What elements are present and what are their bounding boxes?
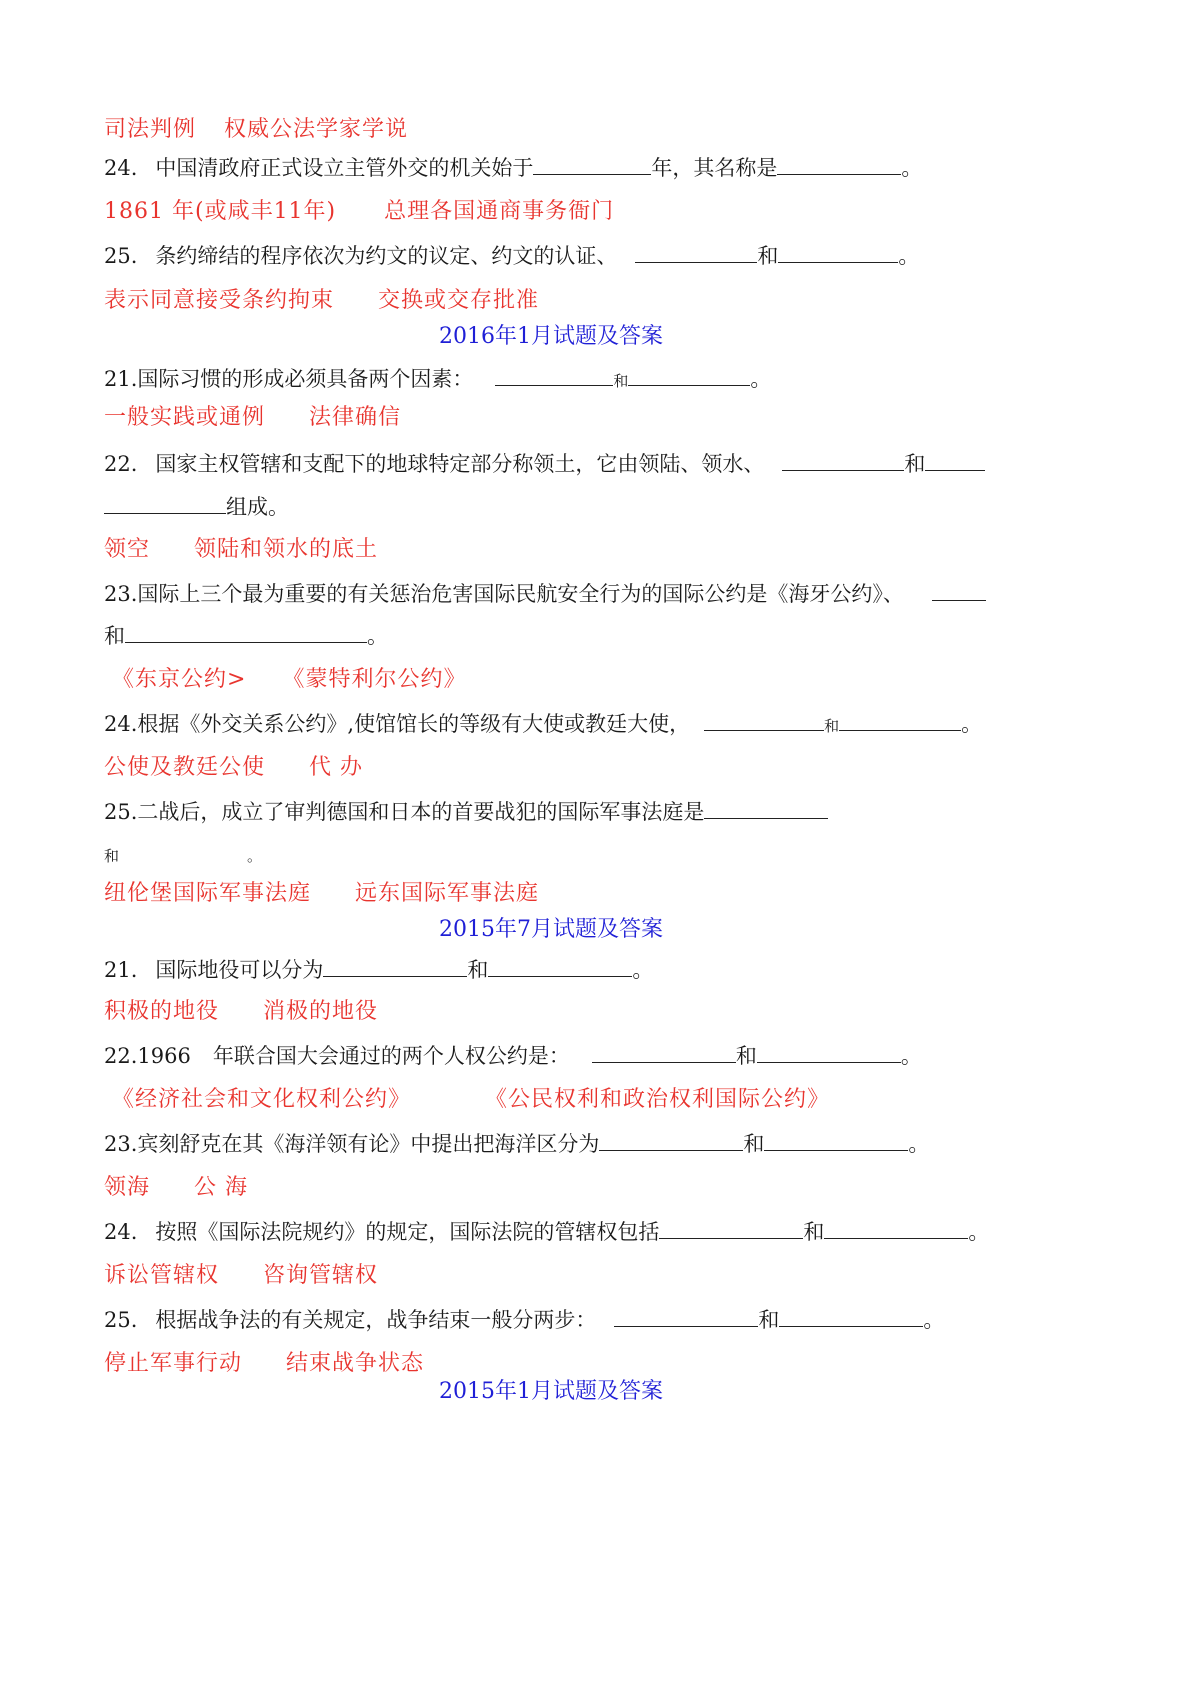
answer-blank[interactable] bbox=[533, 154, 651, 175]
answer-line: 一般实践或通例 法律确信 bbox=[104, 405, 402, 430]
answer-line: 1861 年(或咸丰11年) 总理各国通商事务衙门 bbox=[104, 199, 615, 224]
answer-line: 纽伦堡国际军事法庭 远东国际军事法庭 bbox=[104, 881, 540, 906]
answer-line: 领海 公 海 bbox=[104, 1175, 249, 1200]
answer-line: 停止军事行动 结束战争状态 bbox=[104, 1351, 425, 1376]
answer-blank[interactable] bbox=[704, 798, 828, 819]
question-22-cont: 组成。 bbox=[104, 493, 289, 521]
answer-blank[interactable] bbox=[764, 1130, 908, 1151]
answer-blank[interactable] bbox=[757, 1042, 901, 1063]
question-24: 24.根据《外交关系公约》,使馆馆长的等级有大使或教廷大使， 和 。 bbox=[104, 712, 983, 736]
answer-blank[interactable] bbox=[614, 1306, 758, 1327]
answer-blank[interactable] bbox=[659, 1218, 803, 1239]
answer-blank[interactable] bbox=[824, 1218, 968, 1239]
answer-blank[interactable] bbox=[323, 956, 467, 977]
question-23: 23.宾刻舒克在其《海洋领有论》中提出把海洋区分为 和 。 bbox=[104, 1132, 930, 1156]
answer-blank[interactable] bbox=[932, 580, 986, 601]
question-23-cont: 和 。 bbox=[104, 624, 388, 648]
answer-blank[interactable] bbox=[777, 154, 901, 175]
answer-line: 诉讼管辖权 咨询管辖权 bbox=[104, 1263, 379, 1288]
section-heading: 2016年1月试题及答案 bbox=[439, 324, 663, 349]
question-25-cont: 和 。 bbox=[104, 847, 263, 865]
question-22: 22.1966 年联合国大会通过的两个人权公约是： 和 。 bbox=[104, 1044, 922, 1068]
answer-blank[interactable] bbox=[779, 1306, 923, 1327]
answer-blank[interactable] bbox=[782, 450, 904, 471]
answer-line: 领空 领陆和领水的底土 bbox=[104, 537, 379, 562]
answer-blank[interactable] bbox=[635, 242, 757, 263]
answer-line: 公使及教廷公使 代 办 bbox=[104, 755, 364, 780]
answer-blank[interactable] bbox=[778, 242, 898, 263]
answer-blank[interactable] bbox=[592, 1042, 736, 1063]
section-heading: 2015年1月试题及答案 bbox=[439, 1379, 663, 1404]
answer-line: 表示同意接受条约拘束 交换或交存批准 bbox=[104, 288, 540, 313]
question-24: 24. 中国清政府正式设立主管外交的机关始于 年，其名称是 。 bbox=[104, 156, 923, 180]
answer-blank[interactable] bbox=[104, 493, 226, 514]
question-25: 25. 根据战争法的有关规定，战争结束一般分两步： 和 。 bbox=[104, 1308, 945, 1332]
answer-blank[interactable] bbox=[125, 622, 367, 643]
answer-blank[interactable] bbox=[599, 1130, 743, 1151]
answer-line: 《经济社会和文化权利公约》 《公民权利和政治权利国际公约》 bbox=[112, 1087, 831, 1112]
question-21: 21. 国际地役可以分为 和 。 bbox=[104, 958, 654, 982]
question-21: 21.国际习惯的形成必须具备两个因素： 和 。 bbox=[104, 367, 772, 391]
answer-blank[interactable] bbox=[495, 365, 613, 386]
answer-blank[interactable] bbox=[488, 956, 632, 977]
question-25: 25.二战后，成立了审判德国和日本的首要战犯的国际军事法庭是 bbox=[104, 798, 828, 826]
question-22: 22. 国家主权管辖和支配下的地球特定部分称领土，它由领陆、领水、 和 bbox=[104, 450, 985, 478]
question-23: 23.国际上三个最为重要的有关惩治危害国际民航安全行为的国际公约是《海牙公约》、 bbox=[104, 580, 986, 608]
answer-line: 《东京公约> 《蒙特利尔公约》 bbox=[112, 667, 467, 692]
answer-blank[interactable] bbox=[925, 450, 985, 471]
question-24: 24. 按照《国际法院规约》的规定，国际法院的管辖权包括 和 。 bbox=[104, 1220, 990, 1244]
answer-line: 司法判例 权威公法学家学说 bbox=[104, 117, 409, 142]
answer-blank[interactable] bbox=[839, 710, 961, 731]
section-heading: 2015年7月试题及答案 bbox=[439, 917, 663, 942]
answer-blank[interactable] bbox=[628, 365, 750, 386]
answer-line: 积极的地役 消极的地役 bbox=[104, 999, 379, 1024]
question-25: 25. 条约缔结的程序依次为约文的议定、约文的认证、 和 。 bbox=[104, 244, 920, 268]
answer-blank[interactable] bbox=[704, 710, 824, 731]
